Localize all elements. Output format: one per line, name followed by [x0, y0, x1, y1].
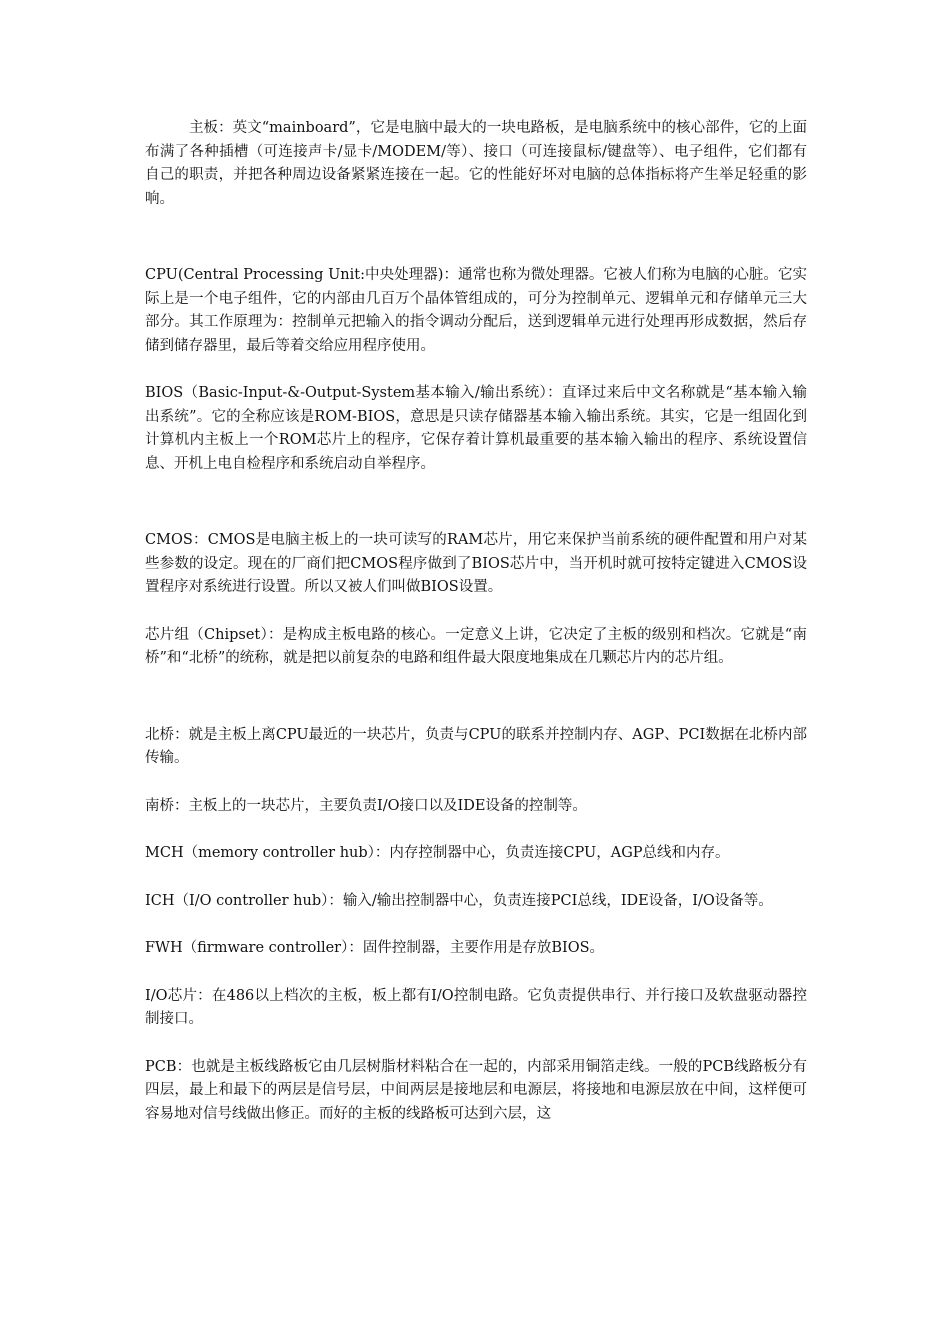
paragraph-mainboard: 主板：英文“mainboard”，它是电脑中最大的一块电路板，是电脑系统中的核心部件，它的上面布满了各种插槽（可连接声卡/显卡/MODEM/等）、接口（可连接鼠标/键盘等）、电子组件，它们都有自己的职责，并把各种周边设备紧紧连接在一起。它的性能好坏对电脑的总体指标将产生举足轻重的影响。 [145, 120, 807, 207]
document-body [145, 117, 807, 1126]
paragraph-southbridge: 南桥：主板上的一块芯片，主要负责I/O接口以及IDE设备的控制等。 [145, 797, 587, 814]
paragraph-cmos: CMOS：CMOS是电脑主板上的一块可读写的RAM芯片，用它来保护当前系统的硬件配置和用户对某些参数的设定。现在的厂商们把CMOS程序做到了BIOS芯片中，当开机时就可按特定键进入CMOS设置程序对系统进行设置。所以又被人们叫做BIOS设置。 [145, 532, 807, 595]
paragraph-northbridge: 北桥：就是主板上离CPU最近的一块芯片，负责与CPU的联系并控制内存、AGP、PCI数据在北桥内部传输。 [145, 726, 807, 766]
paragraph-bios: BIOS（Basic-Input-&-Output-System基本输入/输出系统）：直译过来后中文名称就是“基本输入输出系统”。它的全称应该是ROM-BIOS，意思是只读存储器基本输入输出系统。其实，它是一组固化到计算机内主板上一个ROM芯片上的程序，它保存着计算机最重要的基本输入输出的程序、系统设置信息、开机上电自检程序和系统启动自举程序。 [145, 385, 807, 472]
paragraph-ich: ICH（I/O controller hub）：输入/输出控制器中心，负责连接PCI总线，IDE设备，I/O设备等。 [145, 892, 773, 909]
paragraph-fwh: FWH（firmware controller）：固件控制器，主要作用是存放BIOS。 [145, 940, 605, 956]
paragraph-chipset: 芯片组（Chipset）：是构成主板电路的核心。一定意义上讲，它决定了主板的级别和档次。它就是“南桥”和“北桥”的统称，就是把以前复杂的电路和组件最大限度地集成在几颗芯片内的芯片组。 [145, 626, 807, 666]
paragraph-cpu: CPU(Central Processing Unit:中央处理器)：通常也称为微处理器。它被人们称为电脑的心脏。它实际上是一个电子组件，它的内部由几百万个晶体管组成的，可分为控制单元、逻辑单元和存储单元三大部分。其工作原理为：控制单元把输入的指令调动分配后，送到逻辑单元进行处理再形成数据，然后存储到储存器里，最后等着交给应用程序使用。 [145, 267, 807, 354]
paragraph-io-chip: I/O芯片：在486以上档次的主板，板上都有I/O控制电路。它负责提供串行、并行接口及软盘驱动器控制接口。 [145, 987, 807, 1027]
paragraph-mch: MCH（memory controller hub）：内存控制器中心，负责连接CPU，AGP总线和内存。 [145, 845, 730, 861]
paragraph-pcb: PCB：也就是主板线路板它由几层树脂材料粘合在一起的，内部采用铜箔走线。一般的PCB线路板分有四层，最上和最下的两层是信号层，中间两层是接地层和电源层，将接地和电源层放在中间，这样便可容易地对信号线做出修正。而好的主板的线路板可达到六层，这 [145, 1058, 807, 1122]
